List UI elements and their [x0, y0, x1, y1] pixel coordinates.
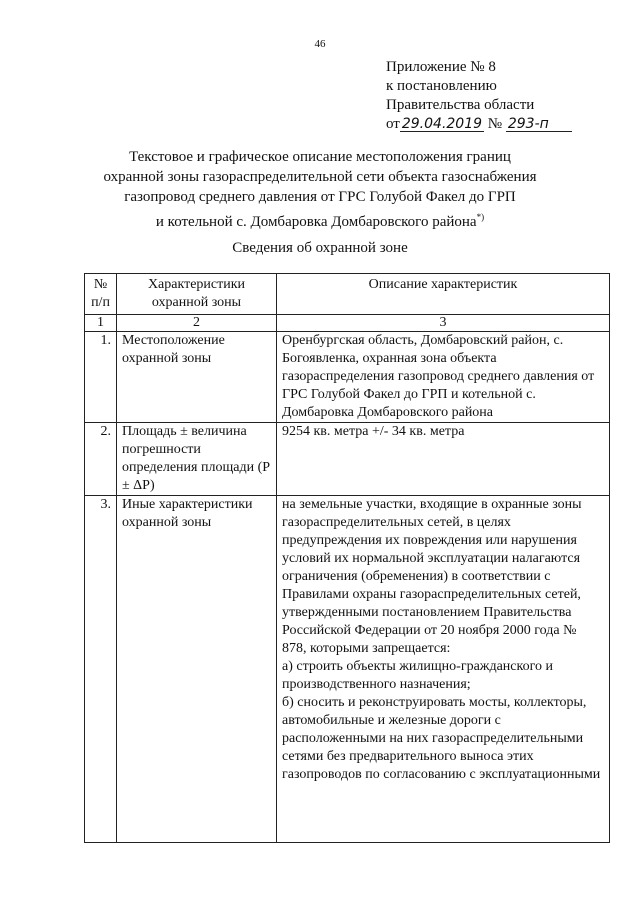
- table-header-row: [85, 274, 610, 315]
- title-line-1: Текстовое и графическое описание местоположения границ: [129, 149, 511, 165]
- index-cell-3: 3: [277, 315, 610, 332]
- appendix-number-sign: №: [487, 116, 503, 132]
- row-number: 3.: [85, 496, 117, 843]
- document-title: [60, 147, 580, 232]
- row-number: 2.: [85, 423, 117, 496]
- handwritten-date: 29.04.2019: [401, 116, 483, 132]
- restrictions-intro: на земельные участки, входящие в охранные зоны газораспределительных сетей, в целях предупреждения их повреждения или нарушения условий их нормальной эксплуатации налагаются ограничения (обременения) в соответствии с Правилами охраны газораспределительных сетей, утвержденными постановлением Правительства Российской Федерации от 20 ноября 2000 года № 878, которыми запрещается:: [282, 497, 582, 656]
- row-description: [277, 496, 610, 843]
- appendix-line-1: Приложение № 8: [386, 59, 496, 75]
- table-row: [85, 332, 610, 423]
- appendix-line-3: Правительства области: [386, 97, 535, 113]
- appendix-block: [386, 58, 616, 134]
- table-index-row: [85, 315, 610, 332]
- title-line-4: и котельной с. Домбаровка Домбаровского района: [155, 214, 477, 230]
- table-row: [85, 496, 610, 843]
- row-description: 9254 кв. метра +/- 34 кв. метра: [277, 423, 610, 496]
- header-description: Описание характеристик: [277, 274, 610, 315]
- page-number: 46: [314, 38, 326, 50]
- footnote-mark: *): [476, 212, 485, 222]
- appendix-line-2: к постановлению: [386, 78, 497, 94]
- handwritten-number: 293-п: [506, 117, 572, 132]
- row-number: 1.: [85, 332, 117, 423]
- index-cell-1: 1: [85, 315, 117, 332]
- row-description-continued: [282, 496, 604, 842]
- appendix-date-number-line: [386, 115, 616, 134]
- row-characteristic: Местоположение охранной зоны: [117, 332, 277, 423]
- title-line-2: охранной зоны газораспределительной сети объекта газоснабжения: [103, 169, 537, 185]
- row-characteristic: Площадь ± величина погрешности определения площади (P ± ΔP): [117, 423, 277, 496]
- row-characteristic: Иные характеристики охранной зоны: [117, 496, 277, 843]
- restriction-item-a: а) строить объекты жилищно-гражданского и производственного назначения;: [282, 659, 553, 692]
- row-description: Оренбургская область, Домбаровский район, с. Богоявленка, охранная зона объекта газораспределения газопровод среднего давления от ГРС Голубой Факел до ГРП и котельной с. Домбаровка Домбаровского района: [277, 332, 610, 423]
- restriction-item-b: б) сносить и реконструировать мосты, коллекторы, автомобильные и железные дороги с расположенными на них газораспределительными сетями без предварительного выноса этих газопроводов по согласованию с эксплуатационными: [282, 695, 601, 782]
- title-line-4-wrapper: [60, 207, 580, 232]
- protection-zone-table: [84, 273, 610, 843]
- appendix-from-label: от: [386, 116, 400, 132]
- header-number: № п/п: [85, 274, 117, 315]
- index-cell-2: 2: [117, 315, 277, 332]
- section-subtitle: Сведения об охранной зоне: [232, 240, 408, 256]
- header-characteristic: Характеристики охранной зоны: [117, 274, 277, 315]
- title-line-3: газопровод среднего давления от ГРС Голубой Факел до ГРП: [124, 189, 516, 205]
- table-row: [85, 423, 610, 496]
